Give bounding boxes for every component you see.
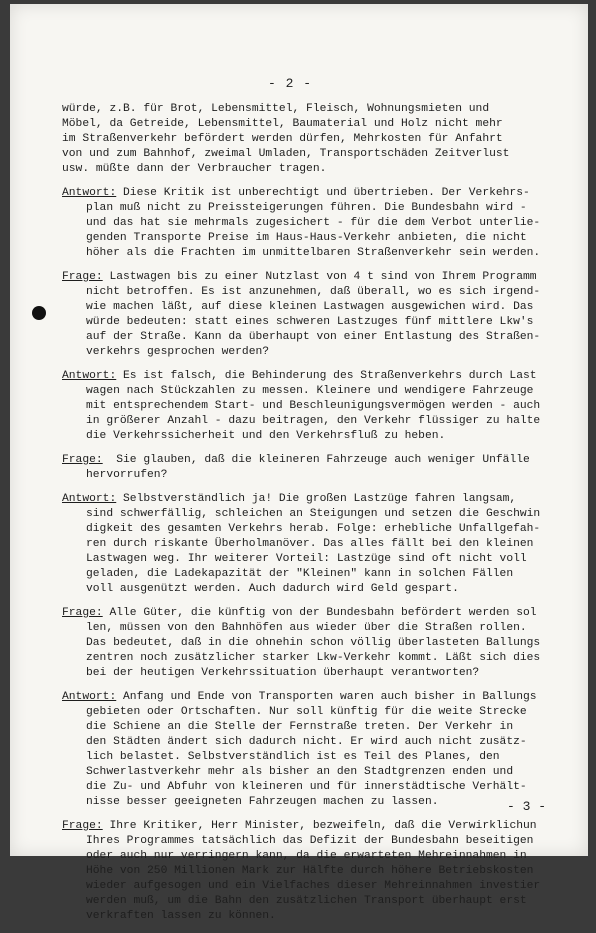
text-line: Lastwagen weg. Ihr weiterer Vorteil: Lastzüge sind oft nicht voll	[86, 553, 527, 565]
text-line: voll ausgenützt werden. Auch dadurch wird Geld gespart.	[86, 583, 459, 595]
text-line: Das bedeutet, daß in die ohnehin schon völlig überlasteten Ballungs	[86, 637, 541, 649]
text-line	[62, 453, 582, 468]
text-line: würde, z.B. für Brot, Lebensmittel, Fleisch, Wohnungsmieten und	[62, 103, 490, 115]
text-line: gebieten oder Ortschaften. Nur soll künftig für die weite Strecke	[86, 706, 527, 718]
text-span: Selbstverständlich ja! Die großen Lastzüge fahren langsam,	[116, 493, 517, 505]
speaker-label: Frage:	[62, 607, 103, 619]
text-line: von und zum Bahnhof, zweimal Umladen, Transportschäden Zeitverlust	[62, 148, 510, 160]
text-line: würde bedeuten: statt eines schweren Lastzuges fünf mittlere Lkw's	[86, 316, 534, 328]
speaker-label: Frage:	[62, 820, 103, 832]
document-page	[10, 4, 588, 922]
text-line: Höhe von 250 Millionen Mark zur Hälfte durch höhere Betriebskosten	[86, 865, 534, 877]
interview-block	[62, 819, 582, 924]
text-span: Sie glauben, daß die kleineren Fahrzeuge auch weniger Unfälle	[102, 454, 530, 466]
text-line: auf der Straße. Kann da überhaupt von einer Entlastung des Straßen-	[86, 331, 541, 343]
text-line: Möbel, da Getreide, Lebensmittel, Baumaterial und Holz nicht mehr	[62, 118, 503, 130]
text-line	[62, 492, 582, 507]
text-line: und das hat sie mehrmals zugesichert - für die dem Verbot unterlie-	[86, 217, 541, 229]
interview-block	[62, 492, 582, 597]
speaker-label: Frage:	[62, 271, 103, 283]
text-line: zentren noch zusätzlicher starker Lkw-Verkehr kommt. Läßt sich dies	[86, 652, 541, 664]
interview-block	[62, 453, 582, 483]
speaker-label: Antwort:	[62, 187, 117, 199]
text-line: in größerer Anzahl - dazu beitragen, den Verkehr flüssiger zu halte	[86, 415, 541, 427]
text-line: ren durch riskante Überholmanöver. Das alles fällt bei den kleinen	[86, 538, 534, 550]
text-line: oder auch nur verringern kann, da die erwarteten Mehreinnahmen in	[86, 850, 527, 862]
text-line: nicht betroffen. Es ist anzunehmen, daß überall, wo es sich irgend-	[86, 286, 541, 298]
text-span: Anfang und Ende von Transporten waren auch bisher in Ballungs	[116, 691, 537, 703]
text-line: die Schiene an die Stelle der Fernstraße treten. Der Verkehr in	[86, 721, 514, 733]
text-span: Alle Güter, die künftig von der Bundesbahn befördert werden sol	[102, 607, 537, 619]
text-line: den Städten ändert sich dadurch nicht. Er wird auch nicht zusätz-	[86, 736, 527, 748]
text-line: verkraften lassen zu können.	[86, 910, 276, 922]
interview-block	[62, 690, 582, 810]
speaker-label: Antwort:	[62, 370, 117, 382]
text-line: hervorrufen?	[86, 469, 168, 481]
text-line: verkehrs gesprochen werden?	[86, 346, 270, 358]
text-span: Lastwagen bis zu einer Nutzlast von 4 t sind von Ihrem Programm	[102, 271, 537, 283]
page-number: - 2 -	[268, 76, 313, 91]
text-span: Ihre Kritiker, Herr Minister, bezweifeln, daß die Verwirklichun	[102, 820, 537, 832]
text-line: genden Transporte Preise im Haus-Haus-Verkehr anbieten, die nicht	[86, 232, 527, 244]
text-line: im Straßenverkehr befördert werden dürfen, Mehrkosten für Anfahrt	[62, 133, 503, 145]
next-page-marker: - 3 -	[506, 799, 546, 814]
text-line: bei der heutigen Verkehrssituation überhaupt verantworten?	[86, 667, 480, 679]
text-line: geladen, die Ladekapazität der "Kleinen" kann in solchen Fällen	[86, 568, 514, 580]
text-line: mit entsprechendem Start- und Beschleunigungsvermögen werden - auch	[86, 400, 541, 412]
text-line: die Zu- und Abfuhr von kleineren und für innerstädtische Verhält-	[86, 781, 527, 793]
speaker-label: Antwort:	[62, 493, 117, 505]
document-body	[62, 102, 582, 933]
text-line: sind schwerfällig, schleichen an Steigungen und setzen die Geschwin	[86, 508, 541, 520]
text-line	[62, 270, 582, 285]
text-line: lich belastet. Selbstverständlich ist es Teil des Planes, den	[86, 751, 500, 763]
text-line: wagen nach Stückzahlen zu messen. Kleinere und wendigere Fahrzeuge	[86, 385, 534, 397]
interview-block	[62, 369, 582, 444]
text-line	[62, 186, 582, 201]
text-line: wieder aufgesogen und ein Vielfaches dieser Mehreinnahmen investier	[86, 880, 541, 892]
text-line	[62, 606, 582, 621]
interview-block	[62, 606, 582, 681]
text-line: digkeit des gesamten Verkehrs herab. Folge: erhebliche Unfallgefah-	[86, 523, 541, 535]
text-line	[62, 369, 582, 384]
text-line: Schwerlastverkehr mehr als bisher an den Stadtgrenzen enden und	[86, 766, 514, 778]
interview-block	[62, 270, 582, 360]
intro-paragraph	[62, 102, 582, 177]
text-line: die Verkehrssicherheit und den Verkehrsfluß zu heben.	[86, 430, 446, 442]
interview-blocks	[62, 186, 582, 924]
speaker-label: Antwort:	[62, 691, 117, 703]
punch-hole	[32, 306, 46, 320]
text-line: len, müssen von den Bahnhöfen aus wieder über die Straßen rollen.	[86, 622, 527, 634]
text-line: nisse besser geeigneten Fahrzeugen machen zu lassen.	[86, 796, 439, 808]
text-line: usw. müßte dann der Verbraucher tragen.	[62, 163, 327, 175]
text-span: Diese Kritik ist unberechtigt und übertrieben. Der Verkehrs-	[116, 187, 530, 199]
text-line: wie machen läßt, auf diese kleinen Lastwagen ausgewichen wird. Das	[86, 301, 534, 313]
text-line	[62, 690, 582, 705]
text-line: werden muß, um die Bahn den zusätzlichen Transport überhaupt erst	[86, 895, 527, 907]
text-line	[62, 819, 582, 834]
text-line: plan muß nicht zu Preissteigerungen führen. Die Bundesbahn wird -	[86, 202, 527, 214]
interview-block	[62, 186, 582, 261]
text-line: höher als die Frachten im unmittelbaren Straßenverkehr sein werden.	[86, 247, 541, 259]
text-line: Ihres Programmes tatsächlich das Defizit der Bundesbahn beseitigen	[86, 835, 534, 847]
text-span: Es ist falsch, die Behinderung des Straßenverkehrs durch Last	[116, 370, 537, 382]
speaker-label: Frage:	[62, 454, 103, 466]
